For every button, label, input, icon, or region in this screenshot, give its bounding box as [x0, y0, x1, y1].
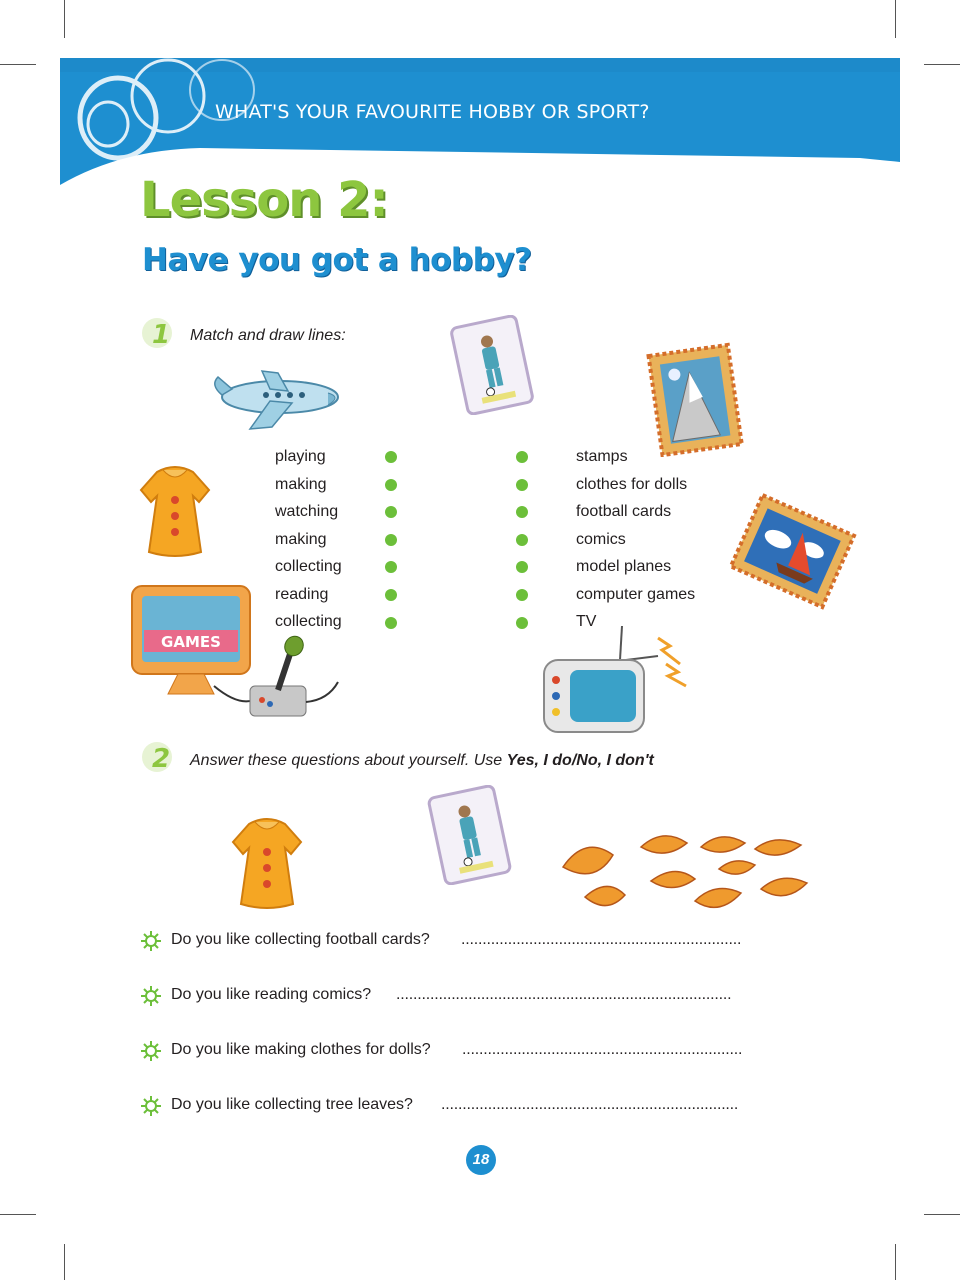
match-dot-right[interactable]	[516, 479, 528, 491]
exercise-1-number: 1	[146, 320, 176, 350]
question-text: Do you like collecting tree leaves?	[171, 1096, 413, 1113]
crop-mark	[895, 1244, 896, 1280]
left-word: collecting	[275, 613, 342, 630]
crop-mark	[0, 1214, 36, 1215]
question-text: Do you like collecting football cards?	[171, 931, 430, 948]
question-text: Do you like making clothes for dolls?	[171, 1041, 431, 1058]
exercise-2-number: 2	[146, 744, 176, 774]
match-dot-left[interactable]	[385, 589, 397, 601]
match-dot-left[interactable]	[385, 617, 397, 629]
match-dot-left[interactable]	[385, 451, 397, 463]
game-monitor-icon	[128, 582, 353, 722]
bullet-sun-icon	[140, 985, 162, 1007]
exercise-2-instruction	[190, 752, 654, 770]
question-row	[140, 1095, 800, 1117]
match-dot-right[interactable]	[516, 534, 528, 546]
match-dot-left[interactable]	[385, 534, 397, 546]
question-text: Do you like reading comics?	[171, 986, 372, 1003]
right-word: stamps	[576, 448, 628, 465]
lesson-title: Lesson 2:	[140, 172, 388, 228]
right-word: football cards	[576, 503, 672, 520]
match-dot-left[interactable]	[385, 479, 397, 491]
lesson-subtitle: Have you got a hobby?	[142, 242, 532, 278]
left-word: collecting	[275, 558, 342, 575]
football-card-icon	[420, 785, 520, 885]
instruction-emphasis: Yes, I do/No, I don't	[506, 752, 654, 769]
question-row	[140, 985, 800, 1007]
match-dot-left[interactable]	[385, 506, 397, 518]
right-word: model planes	[576, 558, 672, 575]
right-word: clothes for dolls	[576, 476, 688, 493]
bullet-sun-icon	[140, 1095, 162, 1117]
games-screen-text: GAMES	[161, 633, 221, 651]
answer-line[interactable]: ..................................................................	[462, 1041, 743, 1058]
right-word: TV	[576, 613, 597, 630]
match-dot-right[interactable]	[516, 451, 528, 463]
stamp-boat-icon	[722, 490, 862, 615]
crop-mark	[64, 1244, 65, 1280]
right-word: comics	[576, 531, 626, 548]
football-card-icon	[445, 315, 540, 415]
left-word: playing	[275, 448, 326, 465]
page-number: 18	[466, 1145, 496, 1175]
match-dot-left[interactable]	[385, 561, 397, 573]
right-word: computer games	[576, 586, 696, 603]
plane-icon	[210, 365, 345, 435]
exercise-1-instruction: Match and draw lines:	[190, 327, 346, 344]
match-dot-right[interactable]	[516, 506, 528, 518]
bullet-sun-icon	[140, 1040, 162, 1062]
doll-dress-icon	[222, 812, 312, 912]
stamp-mountain-icon	[645, 342, 745, 457]
left-word: watching	[275, 503, 339, 520]
doll-dress-icon	[135, 460, 215, 560]
answer-line[interactable]: ......................................................................	[441, 1096, 739, 1113]
header-title: WHAT'S YOUR FAVOURITE HOBBY OR SPORT?	[215, 101, 650, 123]
leaves-icon	[555, 825, 810, 925]
left-word: making	[275, 476, 327, 493]
answer-line[interactable]: ..................................................................	[461, 931, 742, 948]
match-dot-right[interactable]	[516, 617, 528, 629]
match-dot-right[interactable]	[516, 589, 528, 601]
instruction-prefix: Answer these questions about yourself. Use	[190, 752, 507, 769]
left-word: reading	[275, 586, 329, 603]
crop-mark	[924, 1214, 960, 1215]
question-row	[140, 1040, 800, 1062]
left-word: making	[275, 531, 327, 548]
question-row	[140, 930, 800, 952]
header-banner	[0, 0, 960, 200]
answer-line[interactable]: ...............................................................................	[396, 986, 732, 1003]
tv-icon	[540, 620, 700, 735]
bullet-sun-icon	[140, 930, 162, 952]
match-dot-right[interactable]	[516, 561, 528, 573]
